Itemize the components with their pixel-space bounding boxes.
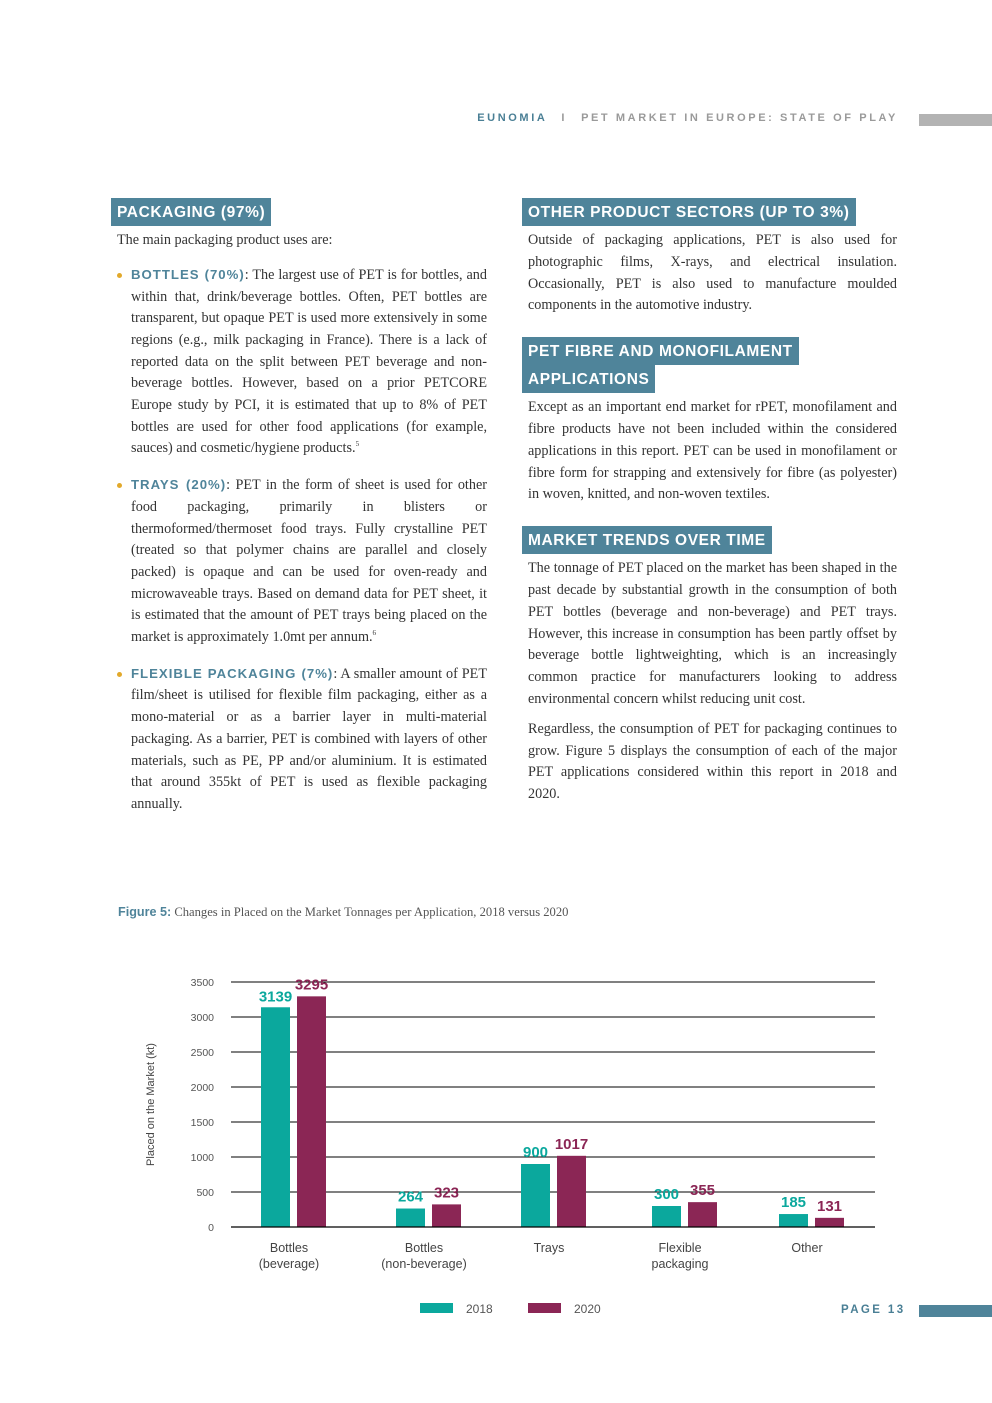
x-tick-label: Trays xyxy=(533,1241,565,1255)
header-brand: EUNOMIA xyxy=(477,112,548,124)
page-number: PAGE 13 xyxy=(841,1304,906,1316)
list-item-trays xyxy=(111,474,487,649)
footer-accent-bar xyxy=(919,1305,992,1317)
data-label-2018: 900 xyxy=(522,1144,549,1161)
bullet-label: TRAYS (20%) xyxy=(131,477,227,493)
fibre-heading-line1: PET FIBRE AND MONOFILAMENT xyxy=(522,337,799,365)
trends-text-2: Regardless, the consumption of PET for packaging continues to grow. Figure 5 displays the consumption of each of the major PET applications considered within this report in 2018 and 2020. xyxy=(528,720,897,803)
list-item-flexible xyxy=(111,663,487,816)
bullet-label: FLEXIBLE PACKAGING (7%) xyxy=(131,665,334,681)
other-sectors-text: Outside of packaging applications, PET is also used for photographic films, X-rays, and electrical insulation. Occasionally, PET is also used to manufacture moulded components in the automotive industry. xyxy=(528,232,897,314)
bullet-text: : The largest use of PET is for bottles, and within that, drink/beverage bottles. Often, PET bottles are transparent, but opaque PET is used more extensively in some regions (e.g., milk packaging in France). There is a lack of reported data on the split between PET beverage and non-beverage bottles. However, based on a prior PETCORE Europe study by PCI, it is estimated that up to 8% of PET bottles are used for other food applications (for example, sauces) and cosmetic/hygiene products. xyxy=(131,266,487,457)
bar-2020 xyxy=(557,1156,586,1227)
y-tick-label: 3500 xyxy=(190,977,214,989)
running-header xyxy=(477,112,898,124)
footnote-ref[interactable]: 5 xyxy=(355,440,360,449)
right-column xyxy=(522,198,897,826)
data-label-2018: 300 xyxy=(653,1186,680,1203)
y-tick-label: 2500 xyxy=(190,1047,214,1059)
packaging-heading: PACKAGING (97%) xyxy=(111,198,271,226)
figure-label: Figure 5: xyxy=(118,905,172,919)
x-tick-label: Bottles xyxy=(404,1241,444,1255)
packaging-list xyxy=(111,264,487,816)
data-label-2020: 1017 xyxy=(554,1135,589,1153)
bar-2018 xyxy=(652,1206,681,1227)
left-column xyxy=(111,198,487,830)
data-label-2020: 323 xyxy=(433,1184,460,1202)
legend-label-2018: 2018 xyxy=(466,1302,493,1316)
data-label-2020: 131 xyxy=(816,1197,843,1215)
footnote-ref[interactable]: 6 xyxy=(372,629,377,638)
header-separator: I xyxy=(561,112,568,124)
y-tick-label: 2000 xyxy=(190,1082,214,1094)
fibre-text: Except as an important end market for rPET, monofilament and fibre products have not been included within the considered applications in this report. PET can be used in monofilament or fibre form for strapping and extensively for fibre (as polyester) in woven, knitted, and non-woven textiles. xyxy=(528,399,897,503)
y-axis-label: Placed on the Market (kt) xyxy=(145,1043,157,1166)
fibre-heading xyxy=(522,337,897,393)
trends-section xyxy=(522,526,897,806)
bar-2018 xyxy=(261,1007,290,1227)
trends-text-1: The tonnage of PET placed on the market has been shaped in the past decade by substantial growth in the consumption of both PET bottles (beverage and non-beverage) and PET trays. However, this increase in consumption has been partly offset by beverage bottle lightweighting, which is an increasingly common practice for manufacturers looking to address environmental concern whilst reducing unit cost. xyxy=(528,560,897,707)
header-title: PET MARKET IN EUROPE: STATE OF PLAY xyxy=(581,112,898,124)
bar-2018 xyxy=(396,1209,425,1227)
legend-swatch-2018 xyxy=(420,1303,453,1313)
packaging-intro: The main packaging product uses are: xyxy=(117,232,333,248)
figure-caption-text: Changes in Placed on the Market Tonnages per Application, 2018 versus 2020 xyxy=(171,905,569,919)
x-tick-label: packaging xyxy=(651,1257,709,1271)
x-tick-label: (non-beverage) xyxy=(381,1257,467,1271)
other-sectors-heading: OTHER PRODUCT SECTORS (UP TO 3%) xyxy=(522,198,856,226)
bar-2020 xyxy=(815,1218,844,1227)
bullet-label: BOTTLES (70%) xyxy=(131,266,245,282)
y-tick-label: 1500 xyxy=(190,1117,214,1129)
fibre-heading-line2: APPLICATIONS xyxy=(522,365,655,393)
data-label-2018: 185 xyxy=(780,1194,807,1212)
data-label-2018: 3139 xyxy=(258,988,293,1006)
header-accent-bar xyxy=(919,114,992,126)
y-tick-label: 1000 xyxy=(190,1152,214,1164)
y-tick-label: 500 xyxy=(196,1187,214,1199)
other-sectors-section xyxy=(522,198,897,317)
trends-heading: MARKET TRENDS OVER TIME xyxy=(522,526,772,554)
bar-2020 xyxy=(688,1202,717,1227)
y-tick-label: 3000 xyxy=(190,1012,214,1024)
x-tick-label: Flexible xyxy=(658,1241,702,1255)
bullet-text: : PET in the form of sheet is used for other food packaging, primarily in blisters or thermoformed/thermoset food trays. Fully crystalline PET (treated so that polymer chains are parallel and closely packed) is opaque and can be used for oven-ready and microwaveable trays. Based on demand data for PET sheet, it is estimated that the amount of PET trays being placed on the market is approximately 1.0mt per annum. xyxy=(131,477,487,646)
y-tick-label: 0 xyxy=(208,1222,214,1234)
x-tick-label: (beverage) xyxy=(258,1257,320,1271)
bar-2020 xyxy=(297,996,326,1227)
bar-2018 xyxy=(779,1214,808,1227)
x-tick-label: Bottles xyxy=(269,1241,309,1255)
data-label-2020: 355 xyxy=(689,1182,716,1200)
figure-caption xyxy=(118,905,568,920)
legend-label-2020: 2020 xyxy=(574,1302,601,1316)
legend-swatch-2020 xyxy=(528,1303,561,1313)
data-label-2018: 264 xyxy=(397,1188,424,1206)
bar-2018 xyxy=(521,1164,550,1227)
list-item-bottles xyxy=(111,264,487,460)
bullet-text: : A smaller amount of PET film/sheet is utilised for flexible film packaging, either as a mono-material or as a barrier layer in multi-material packaging. As a barrier, PET is combined with layers of other materials, such as PE, PP and/or aluminium. It is estimated that around 355kt of PET is used as flexible packaging annually. xyxy=(131,665,487,812)
fibre-section xyxy=(522,337,897,506)
data-label-2020: 3295 xyxy=(294,976,329,994)
x-tick-label: Other xyxy=(791,1241,823,1255)
bar-2020 xyxy=(432,1204,461,1227)
